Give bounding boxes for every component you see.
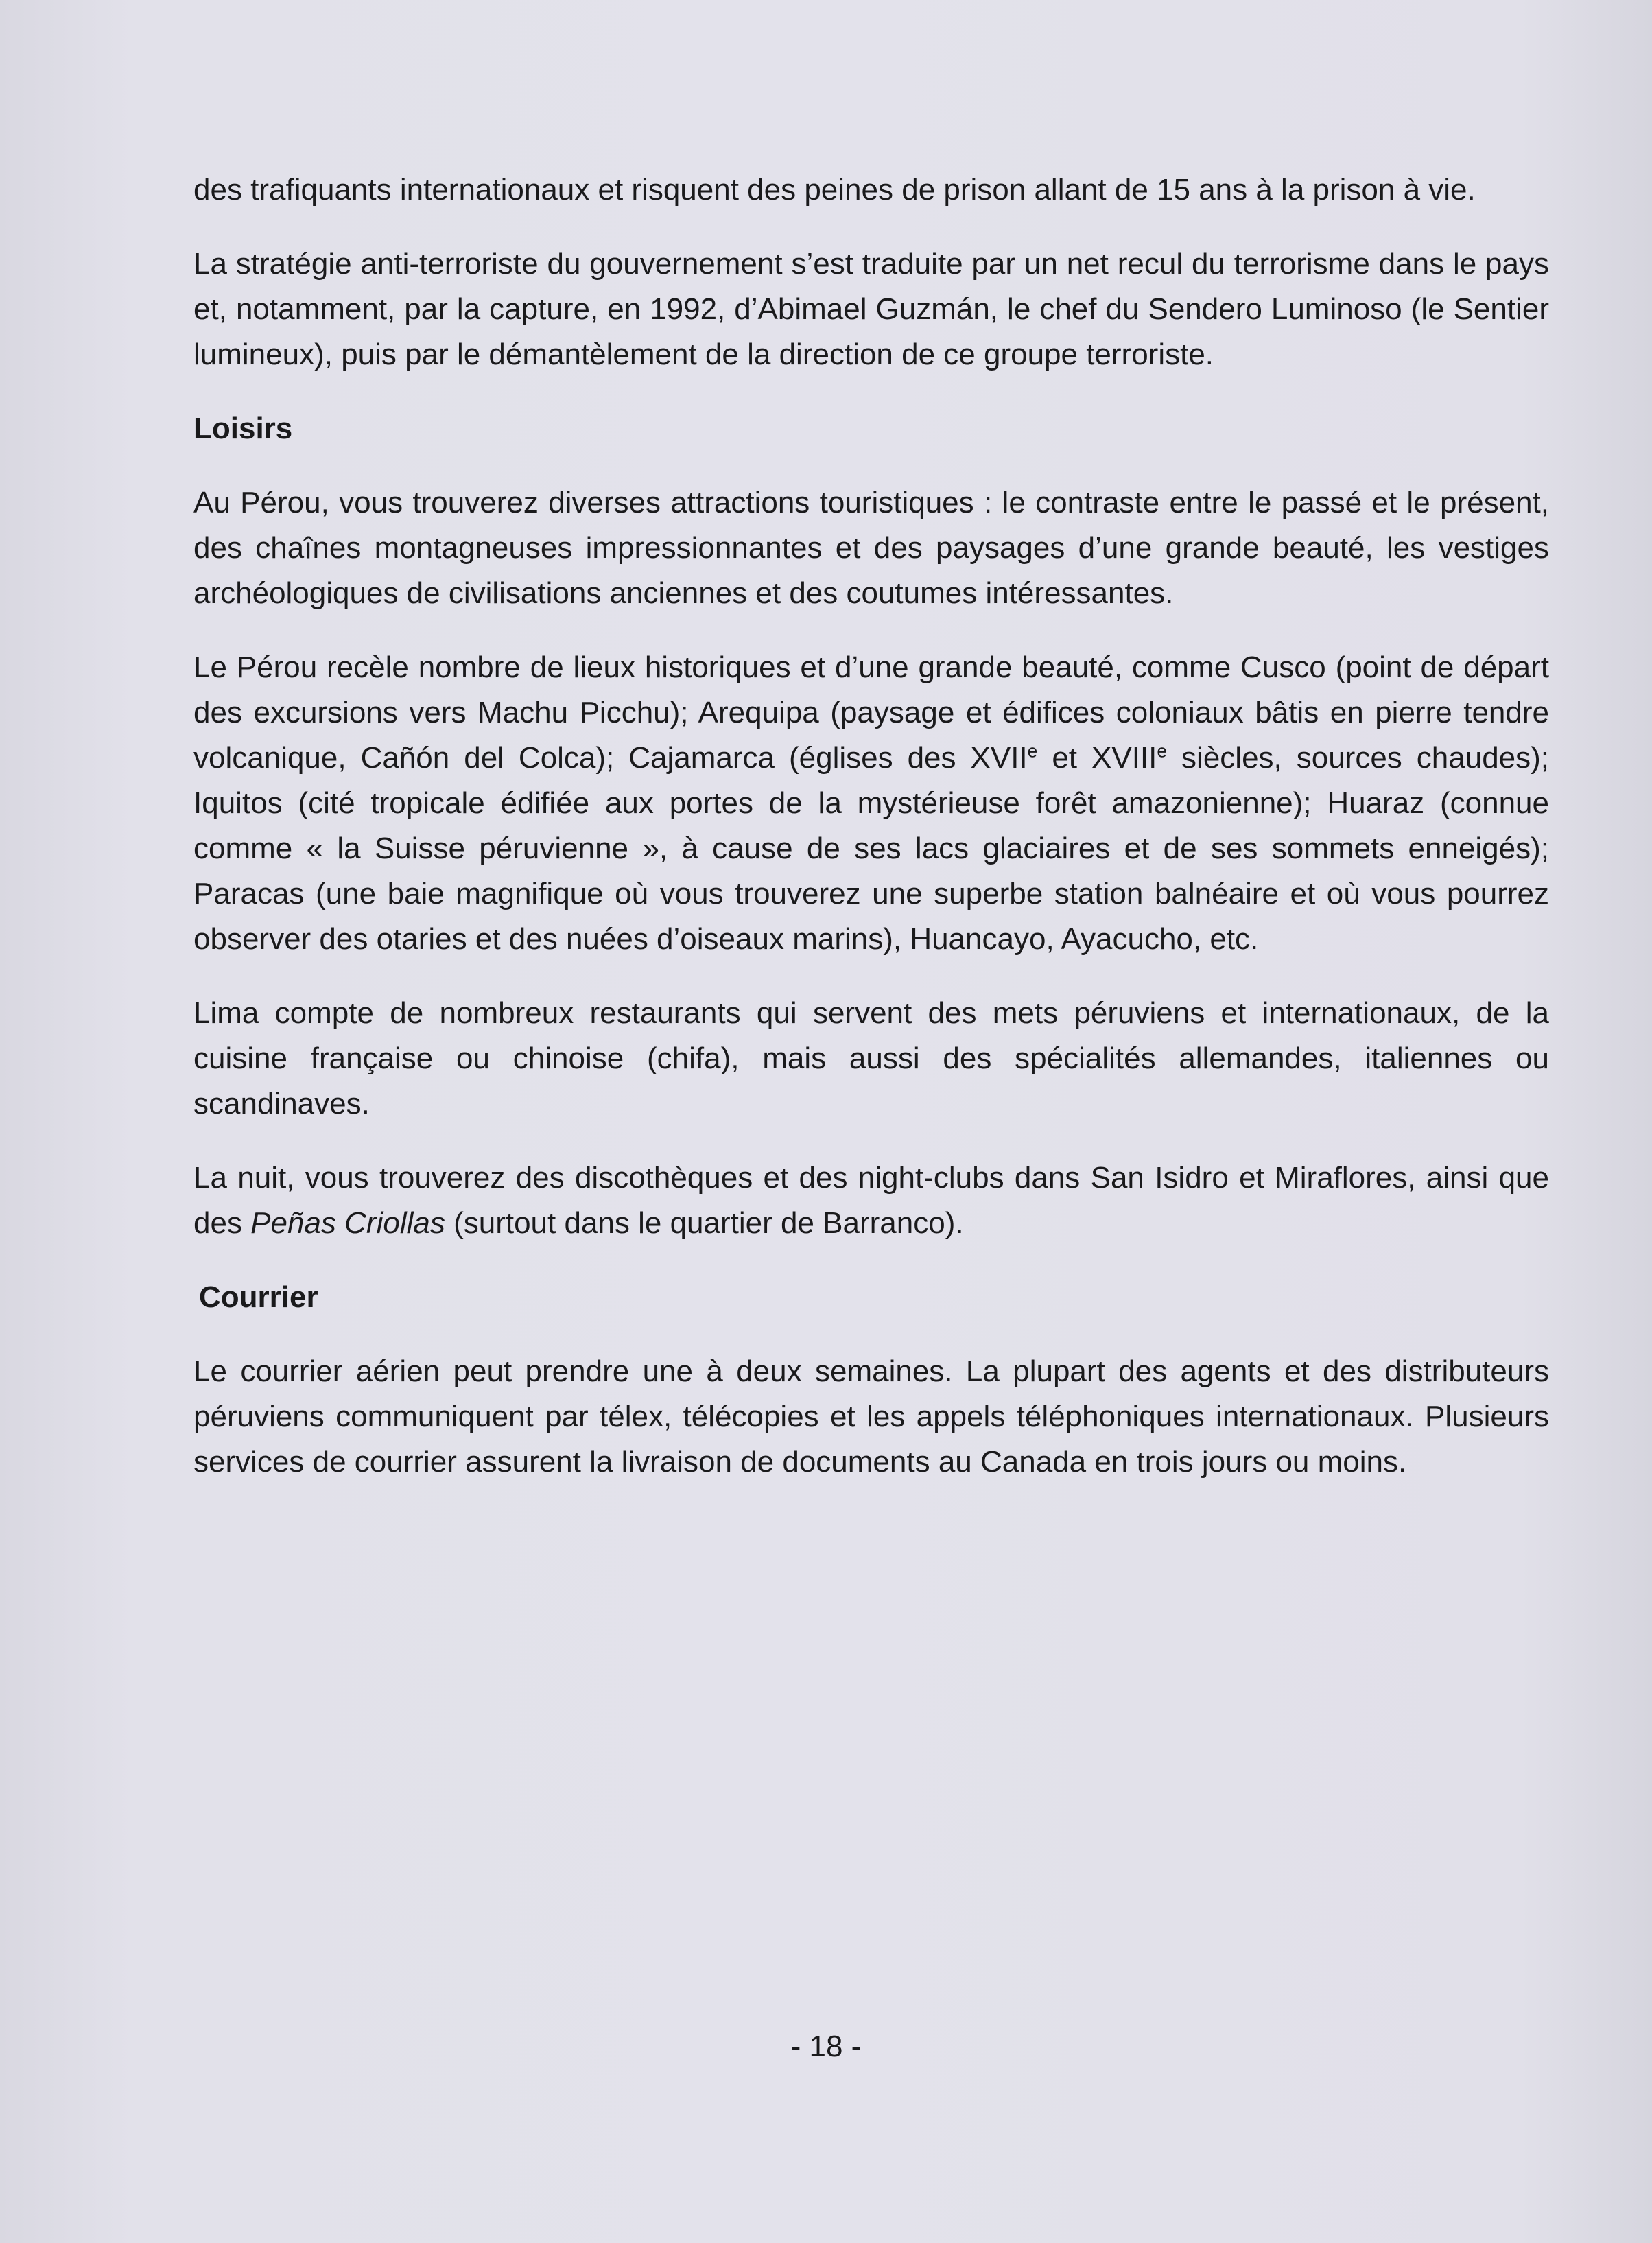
paragraph-restaurants: Lima compte de nombreux restaurants qui servent des mets péruviens et internationaux, de la cuisine française ou chinoise (chifa), mais aussi des spécialités allemandes, italiennes ou scandinaves. — [193, 996, 1549, 1120]
nightlife-emphasis: Peñas Criollas — [250, 1206, 445, 1240]
paragraph-nightlife — [193, 1155, 1549, 1246]
superscript-e-1: e — [1027, 740, 1038, 762]
heading-loisirs: Loisirs — [193, 412, 293, 445]
historic-places-text-2: et XVIII — [1037, 741, 1157, 775]
page-number: - 18 - — [790, 2030, 862, 2063]
historic-places-text-1: Le Pérou recèle nombre de lieux historiques et d’une grande beauté, comme Cusco (point de départ des excursions vers Machu Picchu); Arequipa (paysage et édifices coloniaux bâtis en pierre tendre volcanique, Cañón del Colca); Cajamarca (églises des XVII — [193, 650, 1549, 775]
paragraph-attractions: Au Pérou, vous trouverez diverses attractions touristiques : le contraste entre le passé et le présent, des chaînes montagneuses impressionnantes et des paysages d’une grande beauté, les vestiges archéologiques de civilisations anciennes et des coutumes intéressantes. — [193, 486, 1549, 610]
nightlife-text-2: (surtout dans le quartier de Barranco). — [445, 1206, 964, 1240]
superscript-e-2: e — [1157, 740, 1168, 762]
nightlife-text-1: La nuit, vous trouverez des discothèques et des night-clubs dans San Isidro et Miraflores, ainsi que des — [193, 1161, 1549, 1240]
paragraph-anti-terrorism: La stratégie anti-terroriste du gouvernement s’est traduite par un net recul du terrorisme dans le pays et, notamment, par la capture, en 1992, d’Abimael Guzmán, le chef du Sendero Luminoso (le Sentier lumineux), puis par le démantèlement de la direction de ce groupe terroriste. — [193, 247, 1549, 371]
paragraph-mail: Le courrier aérien peut prendre une à deux semaines. La plupart des agents et des distributeurs péruviens communiquent par télex, télécopies et les appels téléphoniques internationaux. Plusieurs services de courrier assurent la livraison de documents au Canada en trois jours ou moins. — [193, 1354, 1549, 1479]
heading-courrier: Courrier — [199, 1280, 318, 1314]
historic-places-text-3: siècles, sources chaudes); Iquitos (cité tropicale édifiée aux portes de la mystérieuse forêt amazonienne); Huaraz (connue comme « la Suisse péruvienne », à cause de ses lacs glaciaires et de ses sommets enneigés); Paracas (une baie magnifique où vous trouverez une superbe station balnéaire et où vous pourrez observer des otaries et des nuées d’oiseaux marins), Huancayo, Ayacucho, etc. — [193, 741, 1550, 956]
page-body — [193, 167, 1549, 1514]
paragraph-historic-places — [193, 645, 1549, 962]
paragraph-prison-sentence: des trafiquants internationaux et risquent des peines de prison allant de 15 ans à la prison à vie. — [193, 173, 1476, 207]
